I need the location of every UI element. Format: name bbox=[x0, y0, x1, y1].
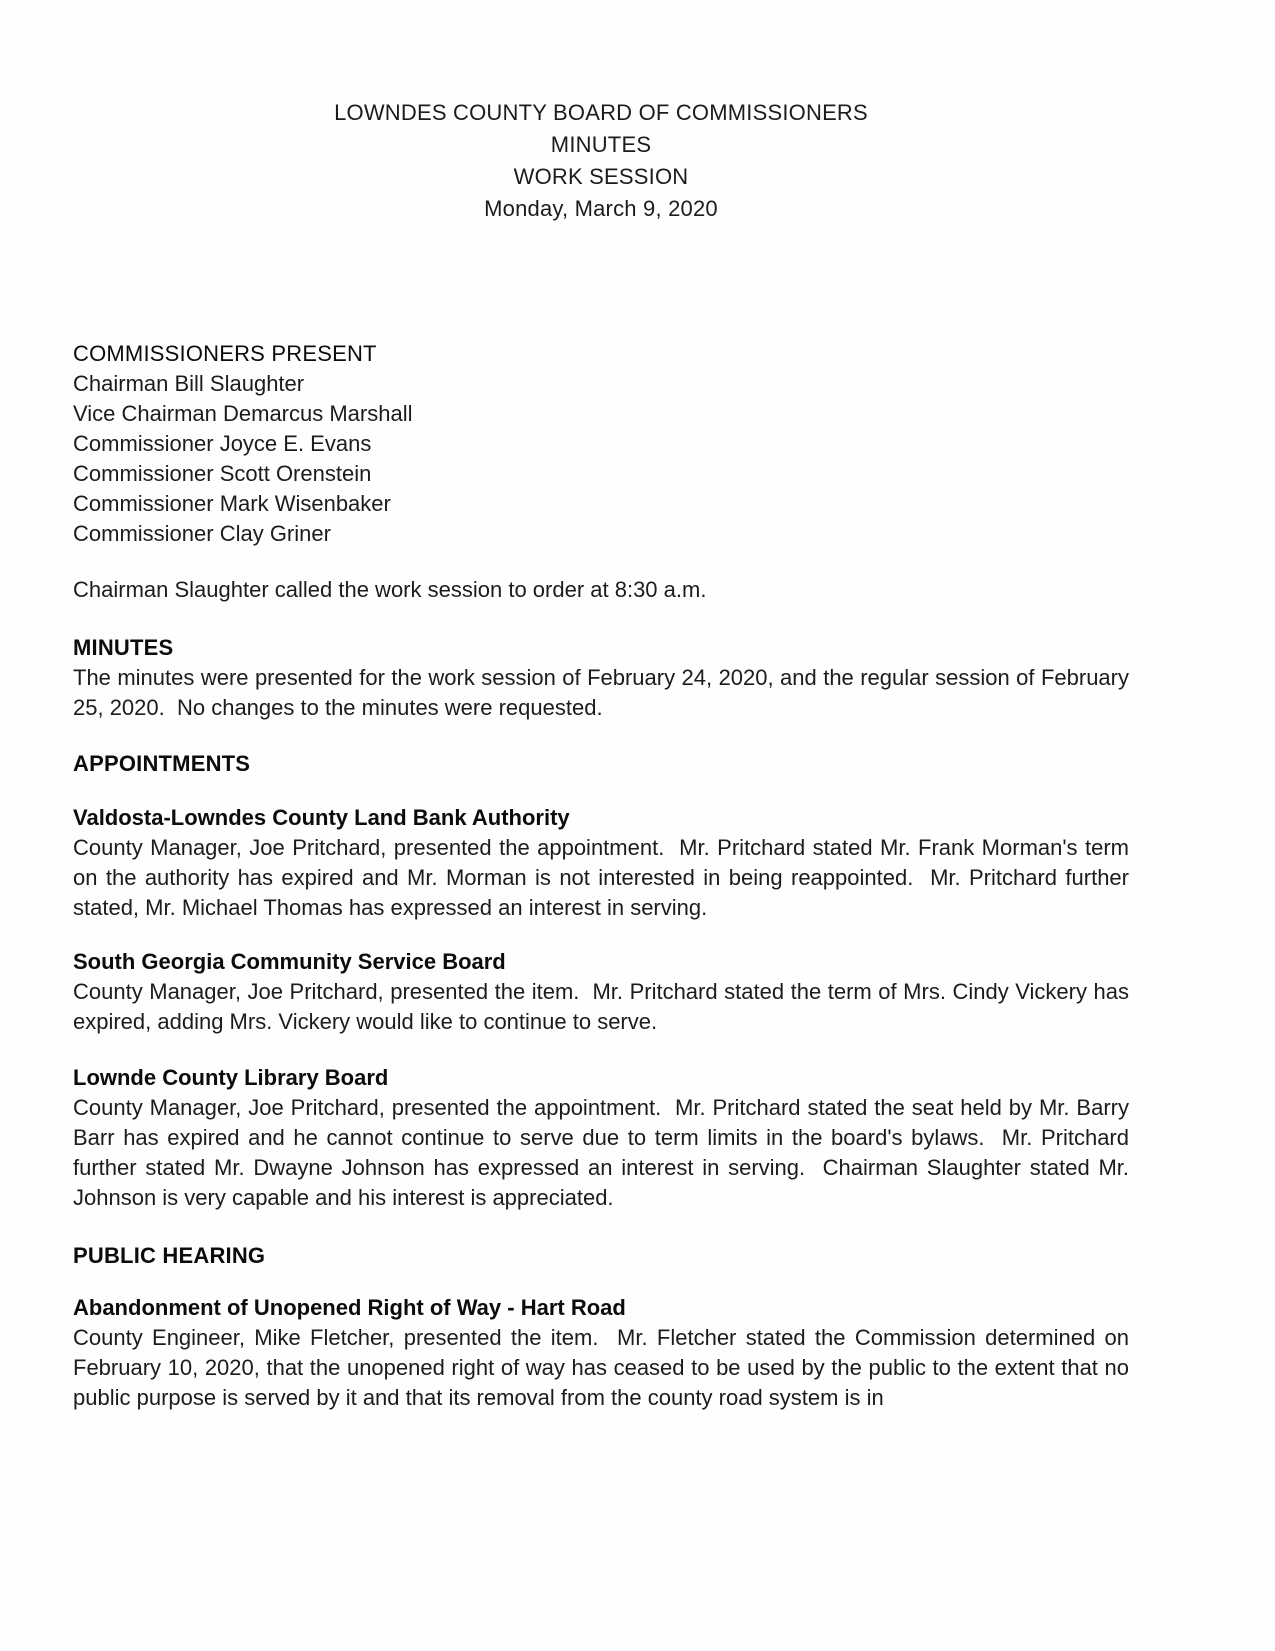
document-title-block bbox=[73, 97, 1129, 225]
call-to-order-statement: Chairman Slaughter called the work session to order at 8:30 a.m. bbox=[73, 577, 707, 602]
public-hearing-heading: PUBLIC HEARING bbox=[73, 1243, 266, 1268]
library-board-paragraph: County Manager, Joe Pritchard, presented the appointment. Mr. Pritchard stated the seat held by Mr. Barry Barr has expired and he cannot continue to serve due to term limits in the board's bylaws. Mr. Pritchard further stated Mr. Dwayne Johnson has expressed an interest in serving. Chairman Slaughter stated Mr. Johnson is very capable and his interest is appreciated. bbox=[73, 1095, 1136, 1210]
library-board-title: Lownde County Library Board bbox=[73, 1065, 389, 1090]
attendee-chairman: Chairman Bill Slaughter bbox=[73, 371, 305, 396]
attendee-commissioner-griner: Commissioner Clay Griner bbox=[73, 521, 331, 546]
document-date: Monday, March 9, 2020 bbox=[484, 196, 718, 221]
attendee-commissioner-orenstein: Commissioner Scott Orenstein bbox=[73, 461, 372, 486]
hart-road-abandonment-paragraph: County Engineer, Mike Fletcher, presented the item. Mr. Fletcher stated the Commission determined on February 10, 2020, that the unopened right of way has ceased to be used by the public to the extent that no public purpose is served by it and that its removal from the county road system is in bbox=[73, 1325, 1136, 1410]
appointment-item-land-bank bbox=[73, 803, 1136, 923]
document-subtitle-session: WORK SESSION bbox=[513, 164, 689, 189]
attendee-commissioner-evans: Commissioner Joyce E. Evans bbox=[73, 431, 372, 456]
community-service-board-title: South Georgia Community Service Board bbox=[73, 949, 506, 974]
minutes-paragraph: The minutes were presented for the work session of February 24, 2020, and the regular session of February 25, 2020. No changes to the minutes were requested. bbox=[73, 665, 1136, 720]
community-service-board-paragraph: County Manager, Joe Pritchard, presented the item. Mr. Pritchard stated the term of Mrs. Cindy Vickery has expired, adding Mrs. Vickery would like to continue to serve. bbox=[73, 979, 1136, 1034]
minutes-heading: MINUTES bbox=[73, 635, 174, 660]
document-subtitle-minutes: MINUTES bbox=[550, 132, 652, 157]
appointments-heading: APPOINTMENTS bbox=[73, 751, 251, 776]
public-hearing-item-hart-road bbox=[73, 1293, 1136, 1413]
document-title: LOWNDES COUNTY BOARD OF COMMISSIONERS bbox=[334, 100, 868, 125]
commissioners-present-heading: COMMISSIONERS PRESENT bbox=[73, 341, 377, 366]
appointment-item-community-service-board bbox=[73, 947, 1136, 1037]
land-bank-authority-title: Valdosta-Lowndes County Land Bank Authority bbox=[73, 805, 570, 830]
land-bank-authority-paragraph: County Manager, Joe Pritchard, presented the appointment. Mr. Pritchard stated Mr. Frank Morman's term on the authority has expired and Mr. Morman is not interested in being reappointed. Mr. Pritchard further stated, Mr. Michael Thomas has expressed an interest in serving. bbox=[73, 835, 1136, 920]
hart-road-abandonment-title: Abandonment of Unopened Right of Way - Hart Road bbox=[73, 1295, 626, 1320]
attendee-commissioner-wisenbaker: Commissioner Mark Wisenbaker bbox=[73, 491, 391, 516]
appointment-item-library-board bbox=[73, 1063, 1136, 1213]
minutes-section bbox=[73, 633, 1136, 723]
document-content bbox=[73, 97, 1136, 1413]
commissioners-present-block bbox=[73, 339, 1129, 549]
attendee-vice-chairman: Vice Chairman Demarcus Marshall bbox=[73, 401, 413, 426]
